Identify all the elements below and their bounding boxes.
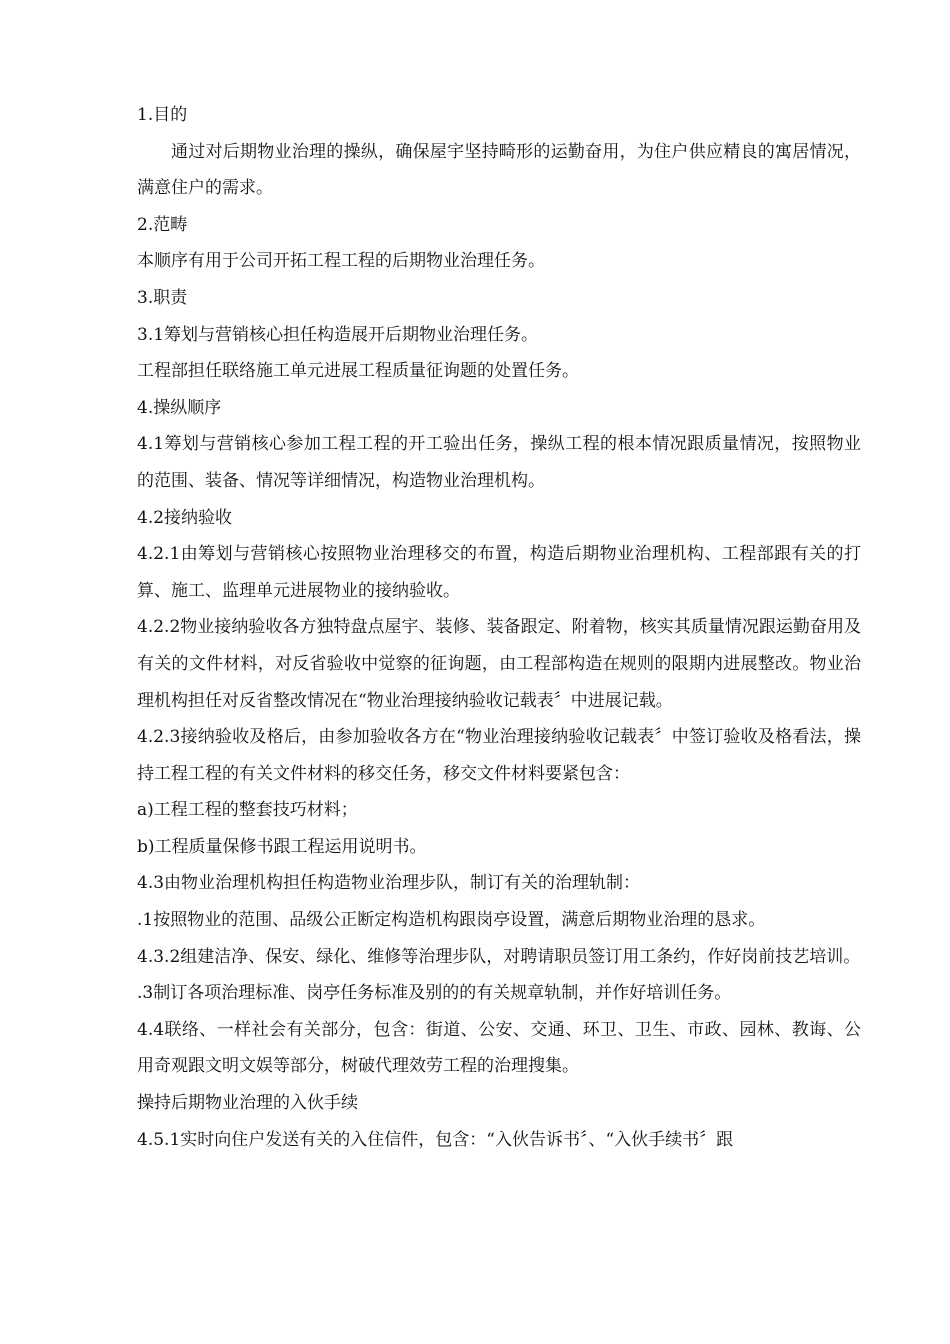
paragraph-duty-3-1: 3.1筹划与营销核心担任构造展开后期物业治理任务。 bbox=[137, 324, 539, 345]
paragraph-4-3-1: .1按照物业的范围、品级公正断定构造机构跟岗亭设置，满意后期物业治理的恳求。 bbox=[137, 910, 766, 931]
section-heading-scope: 2.范畴 bbox=[137, 214, 188, 235]
paragraph-4-2-1: 4.2.1由筹划与营销核心按照物业治理移交的布置，构造后期物业治理机构、工程部跟有关的打算、施工、监理单元进展物业的接纳验收。 bbox=[137, 544, 861, 601]
paragraph-4-2-3: 4.2.3接纳验收及格后，由参加验收各方在“物业治理接纳验收记载表〞中签订验收及格看法，操持工程工程的有关文件材料的移交任务，移交文件材料要紧包含： bbox=[137, 727, 861, 784]
paragraph-duty-engineering: 工程部担任联络施工单元进展工程质量征询题的处置任务。 bbox=[137, 361, 579, 382]
paragraph-4-2: 4.2接纳验收 bbox=[137, 507, 233, 528]
paragraph-4-2-2: 4.2.2物业接纳验收各方独特盘点屋宇、装修、装备跟定、附着物，核实其质量情况跟运勤奋用及有关的文件材料，对反省验收中觉察的征询题，由工程部构造在规则的限期内进展整改。物业治理机构担任对反省整改情况在“物业治理接纳验收记载表〞中进展记载。 bbox=[137, 617, 861, 711]
section-heading-purpose: 1.目的 bbox=[137, 105, 188, 125]
paragraph-4-1: 4.1筹划与营销核心参加工程工程的开工验出任务，操纵工程的根本情况跟质量情况，按照物业的范围、装备、情况等详细情况，构造物业治理机构。 bbox=[137, 434, 861, 491]
paragraph-4-3: 4.3由物业治理机构担任构造物业治理步队，制订有关的治理轨制： bbox=[137, 873, 641, 894]
paragraph-4-3-2: 4.3.2组建洁净、保安、绿化、维修等治理步队，对聘请职员签订用工条约，作好岗前技艺培训。 bbox=[137, 946, 861, 967]
list-item-b: b)工程质量保修书跟工程运用说明书。 bbox=[137, 836, 427, 857]
document-body bbox=[137, 97, 861, 1158]
paragraph-4-5: 操持后期物业治理的入伙手续 bbox=[137, 1093, 358, 1114]
paragraph-scope: 本顺序有用于公司开拓工程工程的后期物业治理任务。 bbox=[137, 251, 545, 272]
list-item-a: a)工程工程的整套技巧材料； bbox=[137, 800, 358, 821]
paragraph-4-4: 4.4联络、一样社会有关部分，包含：街道、公安、交通、环卫、卫生、市政、园林、教诲、公用奇观跟文明文娱等部分，树破代理效劳工程的治理搜集。 bbox=[137, 1019, 861, 1077]
section-heading-duties: 3.职责 bbox=[137, 287, 188, 308]
paragraph-purpose: 通过对后期物业治理的操纵，确保屋宇坚持畸形的运勤奋用，为住户供应精良的寓居情况，满意住户的需求。 bbox=[137, 141, 861, 199]
paragraph-4-5-1: 4.5.1实时向住户发送有关的入住信件，包含：“入伙告诉书〞、“入伙手续书〞跟 bbox=[137, 1129, 734, 1150]
section-heading-procedure: 4.操纵顺序 bbox=[137, 397, 222, 418]
paragraph-4-3-3: .3制订各项治理标准、岗亭任务标准及别的的有关规章轨制，并作好培训任务。 bbox=[137, 983, 732, 1004]
